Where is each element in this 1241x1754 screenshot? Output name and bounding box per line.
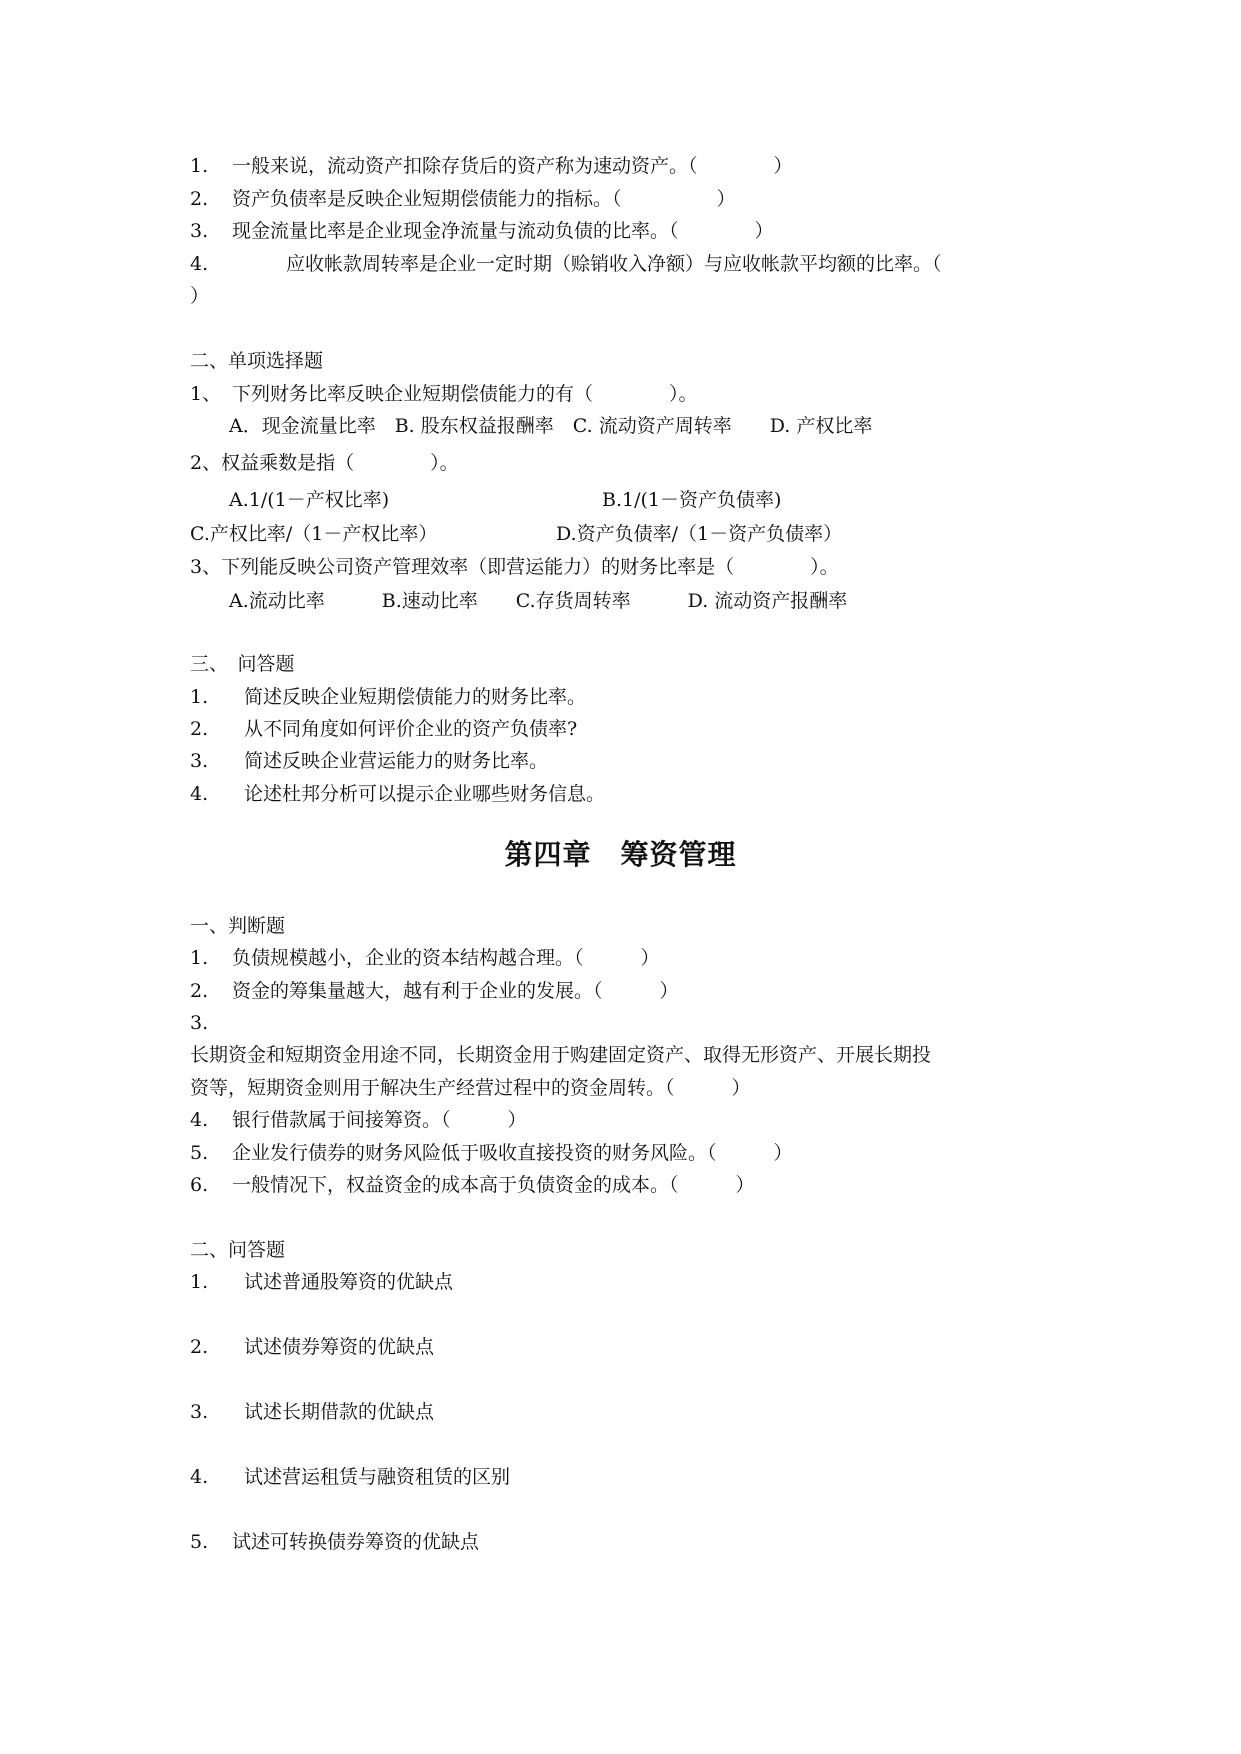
judgement-item-4 [190,252,942,276]
ch4-qa-item-3 [190,1400,434,1424]
single-choice-item-3: 3、下列能反映公司资产管理效率（即营运能力）的财务比率是（ ）。 [190,556,839,578]
single-choice-item-2: 2、权益乘数是指（ ）。 [190,452,459,474]
item-number: 1. [190,1271,209,1293]
judgement-item-2 [190,187,736,211]
item-number: 3. [190,220,209,242]
ch4-judgement-item-5 [190,1141,793,1165]
item-number: 3. [190,750,209,772]
item-number: 1. [190,155,209,177]
single-choice-item-1-options: A．现金流量比率 B. 股东权益报酬率 C. 流动资产周转率 D. 产权比率 [229,415,873,437]
ch4-qa-item-4 [190,1465,510,1489]
item-number: 2. [190,188,209,210]
item-number: 1. [190,947,209,969]
qa-item-1 [190,685,586,709]
item-text: 现金流量比率是企业现金净流量与流动负债的比率。（ ） [232,220,774,242]
judgement-item-1 [190,154,793,178]
ch4-judgement-item-1 [190,946,660,970]
single-choice-item-2-option-c: C.产权比率/（1－产权比率） [190,523,438,545]
ch4-judgement-item-4 [190,1108,527,1132]
item-text: 试述债券筹资的优缺点 [244,1336,435,1358]
item-text: ） [190,285,210,307]
item-number: 3. [190,1012,209,1034]
qa-item-3 [190,749,548,773]
section-heading-judgement: 一、判断题 [190,915,286,937]
item-number: 4. [190,783,209,805]
item-text: 企业发行债券的财务风险低于吸收直接投资的财务风险。（ ） [232,1142,793,1164]
judgement-item-4-continued [190,284,209,308]
item-number: 1. [190,686,209,708]
item-text: 试述长期借款的优缺点 [244,1401,435,1423]
item-text: 应收帐款周转率是企业一定时期（赊销收入净额）与应收帐款平均额的比率。（ [286,253,942,275]
qa-item-2 [190,717,577,741]
item-text: 资金的筹集量越大，越有利于企业的发展。（ ） [232,980,679,1002]
chapter-title: 第四章 筹资管理 [504,838,737,871]
ch4-qa-item-1 [190,1270,453,1294]
item-number: 4. [190,1466,209,1488]
item-text: 下列财务比率反映企业短期偿债能力的有（ ）。 [232,383,698,405]
ch4-judgement-item-2 [190,979,679,1003]
section-heading-single-choice: 二、单项选择题 [190,350,324,372]
item-number: 2. [190,1336,209,1358]
judgement-item-3 [190,219,774,243]
item-text: 试述可转换债券筹资的优缺点 [232,1531,480,1553]
item-number: 6. [190,1174,209,1196]
section-heading-qa: 三、 问答题 [190,653,295,675]
item-number: 1、 [190,383,222,405]
ch4-qa-item-2 [190,1335,434,1359]
item-number: 4. [190,253,209,275]
item-number: 2. [190,718,209,740]
item-number: 5. [190,1142,209,1164]
item-number: 3. [190,1401,209,1423]
ch4-qa-item-5 [190,1530,479,1554]
item-number: 5. [190,1531,209,1553]
item-text: 论述杜邦分析可以提示企业哪些财务信息。 [244,783,606,805]
ch4-judgement-item-6 [190,1173,755,1197]
item-text: 从不同角度如何评价企业的资产负债率? [244,718,578,740]
item-text: 试述营运租赁与融资租赁的区别 [244,1466,511,1488]
item-text: 一般来说，流动资产扣除存货后的资产称为速动资产。（ ） [232,155,793,177]
qa-item-4 [190,782,605,806]
single-choice-item-2-option-b: B.1/(1－资产负债率) [602,489,782,511]
ch4-judgement-item-3-line-2: 资等，短期资金则用于解决生产经营过程中的资金周转。（ ） [190,1077,751,1099]
single-choice-item-2-option-d: D.资产负债率/（1－资产负债率） [556,523,843,545]
item-number: 2. [190,980,209,1002]
item-text: 银行借款属于间接筹资。（ ） [232,1109,527,1131]
section-heading-qa-ch4: 二、问答题 [190,1239,286,1261]
item-text: 负债规模越小，企业的资本结构越合理。（ ） [232,947,660,969]
item-text: 简述反映企业短期偿债能力的财务比率。 [244,686,587,708]
item-text: 一般情况下，权益资金的成本高于负债资金的成本。（ ） [232,1174,755,1196]
single-choice-item-3-options: A.流动比率 B.速动比率 C.存货周转率 D. 流动资产报酬率 [229,590,848,612]
ch4-judgement-item-3-line-1: 长期资金和短期资金用途不同，长期资金用于购建固定资产、取得无形资产、开展长期投 [190,1044,932,1066]
item-text: 试述普通股筹资的优缺点 [244,1271,454,1293]
ch4-judgement-item-3 [190,1011,232,1035]
single-choice-item-1 [190,382,698,406]
item-text: 资产负债率是反映企业短期偿债能力的指标。（ ） [232,188,736,210]
single-choice-item-2-option-a: A.1/(1－产权比率) [229,489,390,511]
item-text: 简述反映企业营运能力的财务比率。 [244,750,549,772]
item-number: 4. [190,1109,209,1131]
